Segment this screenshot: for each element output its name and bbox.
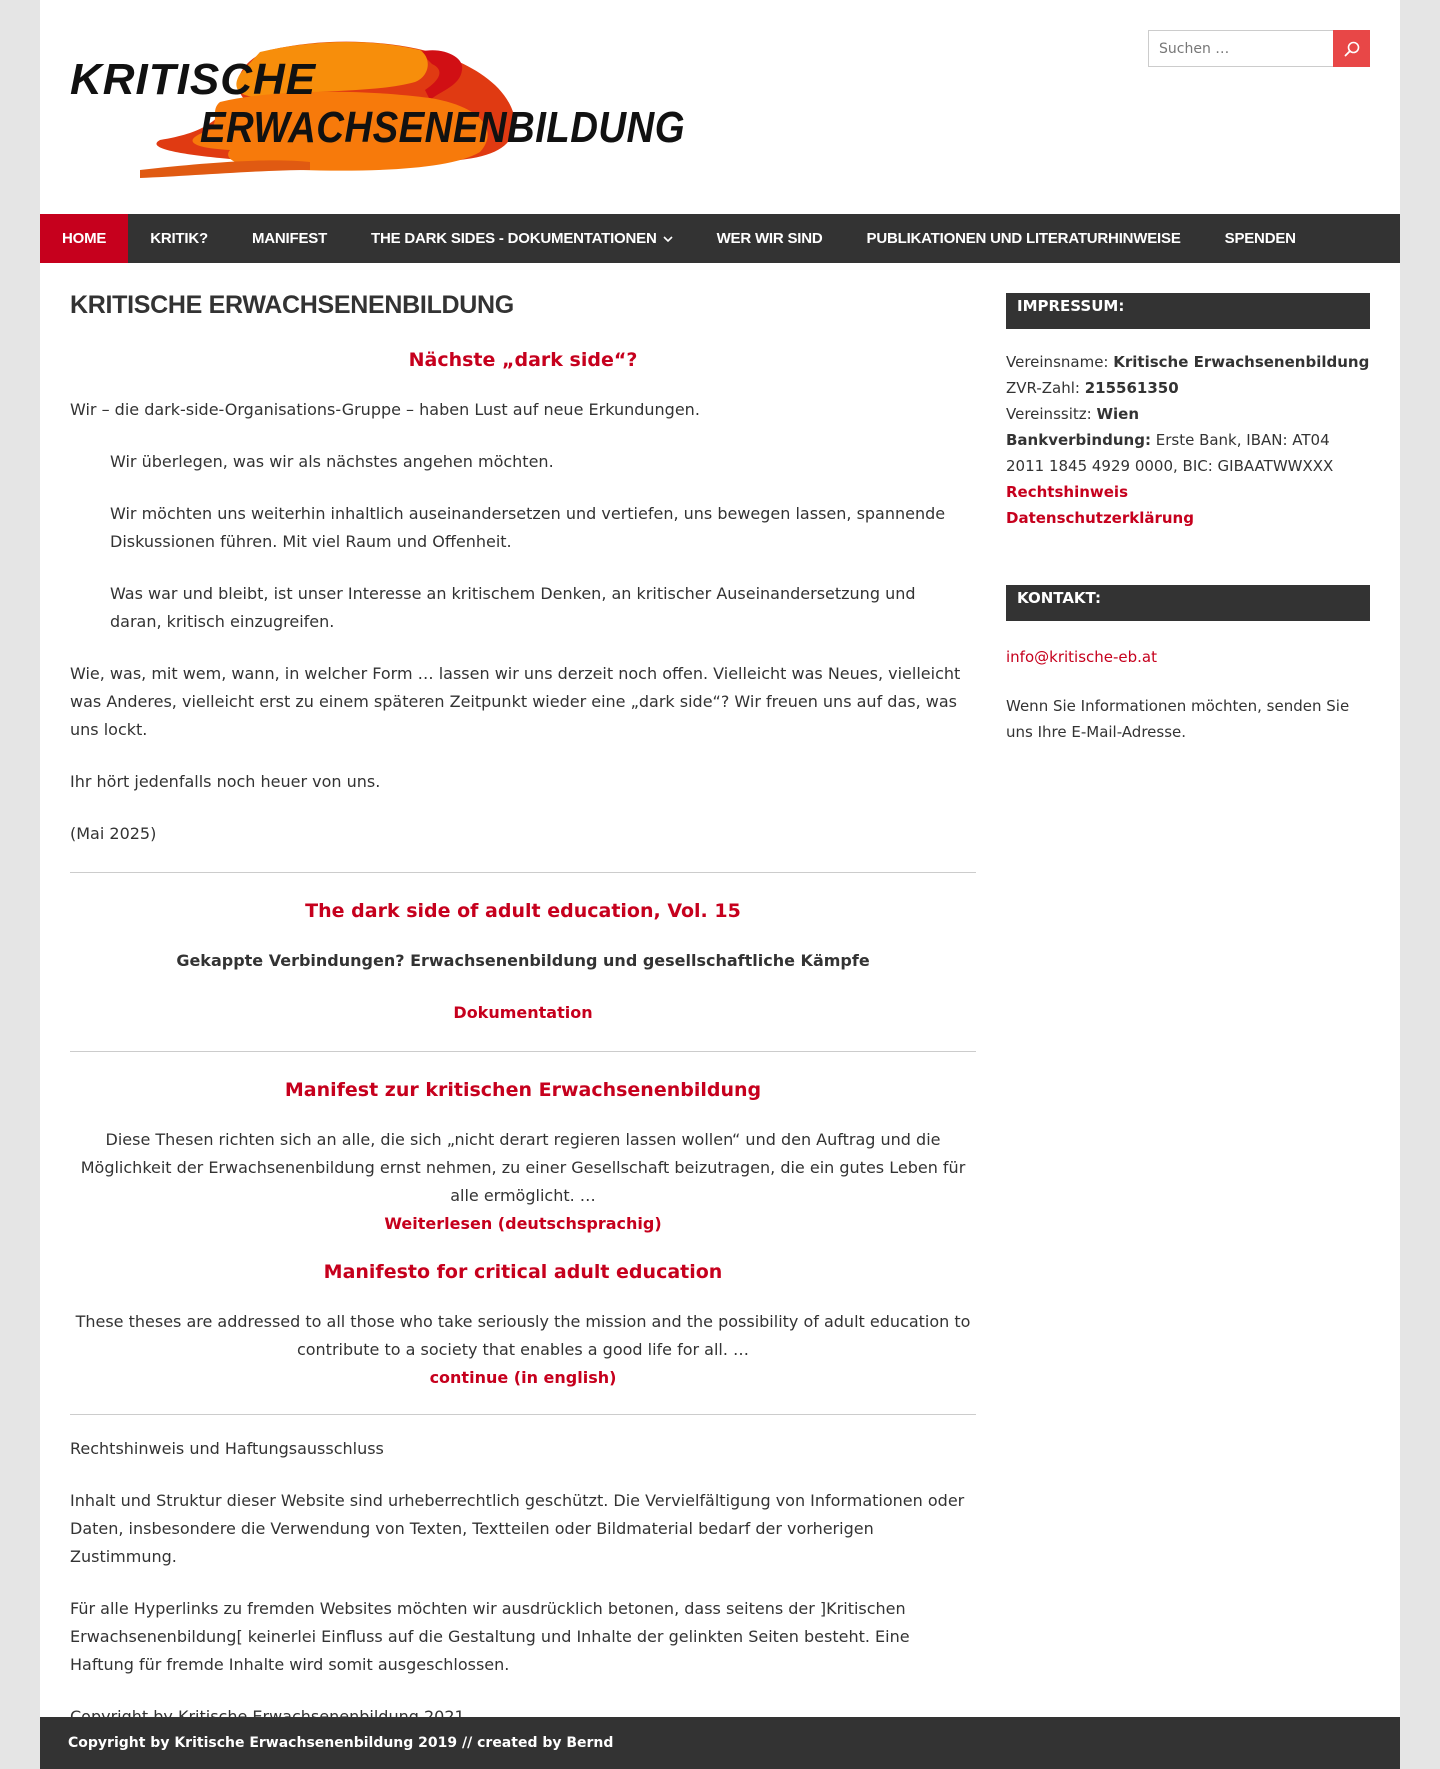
main-content: [70, 293, 976, 1731]
search-input[interactable]: [1148, 30, 1333, 67]
legal-heading: Rechtshinweis und Haftungsausschluss: [70, 1439, 384, 1458]
datenschutz-link[interactable]: Datenschutzerklärung: [1006, 509, 1194, 527]
separator: [70, 872, 976, 873]
next-closing: Ihr hört jedenfalls noch heuer von uns.: [70, 772, 381, 791]
next-paragraph: Wie, was, mit wem, wann, in welcher Form … lassen wir uns derzeit noch offen. Vielleicht was Neues, vielleicht was Anderes, vielleicht erst zu einem späteren Zeitpunkt wieder eine „dark side“? Wir freuen uns auf das, was uns lockt.: [70, 664, 961, 739]
vereinsname-line: [1006, 349, 1370, 375]
sidebar: [1006, 293, 1370, 745]
logo-line2: ERWACHSENENBILDUNG: [200, 103, 685, 152]
kontakt-title: KONTAKT:: [1006, 585, 1370, 621]
site-footer: [40, 1717, 1400, 1769]
separator: [70, 1051, 976, 1052]
legal-paragraph-2: Für alle Hyperlinks zu fremden Websites möchten wir ausdrücklich betonen, dass seitens der ]Kritischen Erwachsenenbildung[ keinerlei Einfluss auf die Gestaltung und Inhalte der gelinkten Seiten besteht. Eine Haftung für fremde Inhalte wird somit ausgeschlossen.: [70, 1599, 910, 1674]
nav-item-publikationen[interactable]: [845, 214, 1203, 263]
logo-line1: KRITISCHE: [70, 55, 317, 104]
bank-value: Erste Bank, IBAN: AT04 2011 1845 4929 0000, BIC: GIBAATWWXXX: [1006, 431, 1334, 475]
nav-item-label: WER WIR SIND: [716, 230, 823, 247]
nav-item-label: SPENDEN: [1224, 230, 1296, 247]
legal-paragraph-1: Inhalt und Struktur dieser Website sind urheberrechtlich geschützt. Die Vervielfältigung von Informationen oder Daten, insbesondere die Verwendung von Texten, Textteilen oder Bildmaterial bedarf der vorherigen Zustimmung.: [70, 1491, 965, 1566]
next-dark-side-heading: Nächste „dark side“?: [408, 349, 638, 371]
nav-item-wer-wir-sind[interactable]: [695, 214, 845, 263]
vereinssitz-value: Wien: [1096, 405, 1139, 423]
search-form: [1148, 30, 1370, 67]
zvr-value: 215561350: [1084, 379, 1179, 397]
manifest-de-read-more-link[interactable]: Weiterlesen (deutschsprachig): [384, 1214, 662, 1233]
search-button[interactable]: [1333, 30, 1370, 67]
rechtshinweis-link[interactable]: Rechtshinweis: [1006, 483, 1128, 501]
nav-item-kritik[interactable]: [128, 214, 230, 263]
separator: [70, 1414, 976, 1415]
nav-item-spenden[interactable]: [1203, 214, 1318, 263]
bank-label: Bankverbindung:: [1006, 431, 1151, 449]
bank-line: [1006, 427, 1370, 479]
zvr-line: [1006, 375, 1370, 401]
impressum-title: IMPRESSUM:: [1006, 293, 1370, 329]
impressum-widget: [1006, 293, 1370, 531]
vereinsname-value: Kritische Erwachsenenbildung: [1113, 353, 1370, 371]
page: [40, 0, 1400, 1769]
footer-copyright: Copyright by Kritische Erwachsenenbildung 2019 // created by Bernd: [68, 1735, 614, 1751]
next-intro: Wir – die dark-side-Organisations-Gruppe – haben Lust auf neue Erkundungen.: [70, 400, 700, 419]
zvr-label: ZVR-Zahl:: [1006, 379, 1080, 397]
brush-tail: [140, 160, 310, 178]
manifest-de-heading: Manifest zur kritischen Erwachsenenbildung: [284, 1079, 762, 1101]
nav-item-home[interactable]: [40, 214, 128, 263]
manifest-en-text: These theses are addressed to all those who take seriously the mission and the possibility of adult education to contribute to a society that enables a good life for all. …: [75, 1312, 971, 1359]
main-navigation: [40, 214, 1400, 263]
vol15-subtitle: Gekappte Verbindungen? Erwachsenenbildung und gesellschaftliche Kämpfe: [176, 951, 870, 970]
vol15-documentation-link[interactable]: Dokumentation: [453, 1003, 593, 1022]
vereinsname-label: Vereinsname:: [1006, 353, 1109, 371]
next-quote-3: Was war und bleibt, ist unser Interesse an kritischem Denken, an kritischer Auseinandersetzung und daran, kritisch einzugreifen.: [110, 584, 916, 631]
contact-email-link[interactable]: info@kritische-eb.at: [1006, 648, 1158, 666]
page-title: KRITISCHE ERWACHSENENBILDUNG: [70, 291, 514, 319]
logo-image: [70, 30, 700, 180]
next-quote-1: Wir überlegen, was wir als nächstes angehen möchten.: [110, 452, 554, 471]
site-header: [40, 0, 1400, 214]
kontakt-widget: [1006, 585, 1370, 745]
nav-item-dark-sides[interactable]: [349, 214, 695, 263]
next-date: (Mai 2025): [70, 824, 157, 843]
manifest-en-heading: Manifesto for critical adult education: [323, 1261, 723, 1283]
vereinssitz-line: [1006, 401, 1370, 427]
kontakt-text: Wenn Sie Informationen möchten, senden Sie uns Ihre E-Mail-Adresse.: [1006, 697, 1350, 741]
nav-item-label: HOME: [62, 230, 107, 247]
nav-item-label: PUBLIKATIONEN UND LITERATURHINWEISE: [866, 230, 1181, 247]
manifest-de-text: Diese Thesen richten sich an alle, die sich „nicht derart regieren lassen wollen“ und den Auftrag und die Möglichkeit der Erwachsenenbildung ernst nehmen, zu einer Gesellschaft beizutragen, die ein gutes Leben für alle ermöglicht. …: [80, 1130, 966, 1205]
nav-item-label: THE DARK SIDES - DOKUMENTATIONEN: [371, 230, 657, 247]
manifest-en-continue-link[interactable]: continue (in english): [429, 1368, 617, 1387]
search-icon: [1344, 41, 1360, 57]
vereinssitz-label: Vereinssitz:: [1006, 405, 1092, 423]
vol15-heading: The dark side of adult education, Vol. 15: [305, 900, 741, 922]
site-logo[interactable]: [70, 30, 700, 180]
next-quote-2: Wir möchten uns weiterhin inhaltlich auseinandersetzen und vertiefen, uns bewegen lassen, spannende Diskussionen führen. Mit viel Raum und Offenheit.: [110, 504, 946, 551]
nav-item-label: KRITIK?: [150, 230, 208, 247]
nav-item-manifest[interactable]: [230, 214, 349, 263]
chevron-down-icon: [663, 232, 673, 246]
nav-item-label: MANIFEST: [251, 230, 328, 247]
